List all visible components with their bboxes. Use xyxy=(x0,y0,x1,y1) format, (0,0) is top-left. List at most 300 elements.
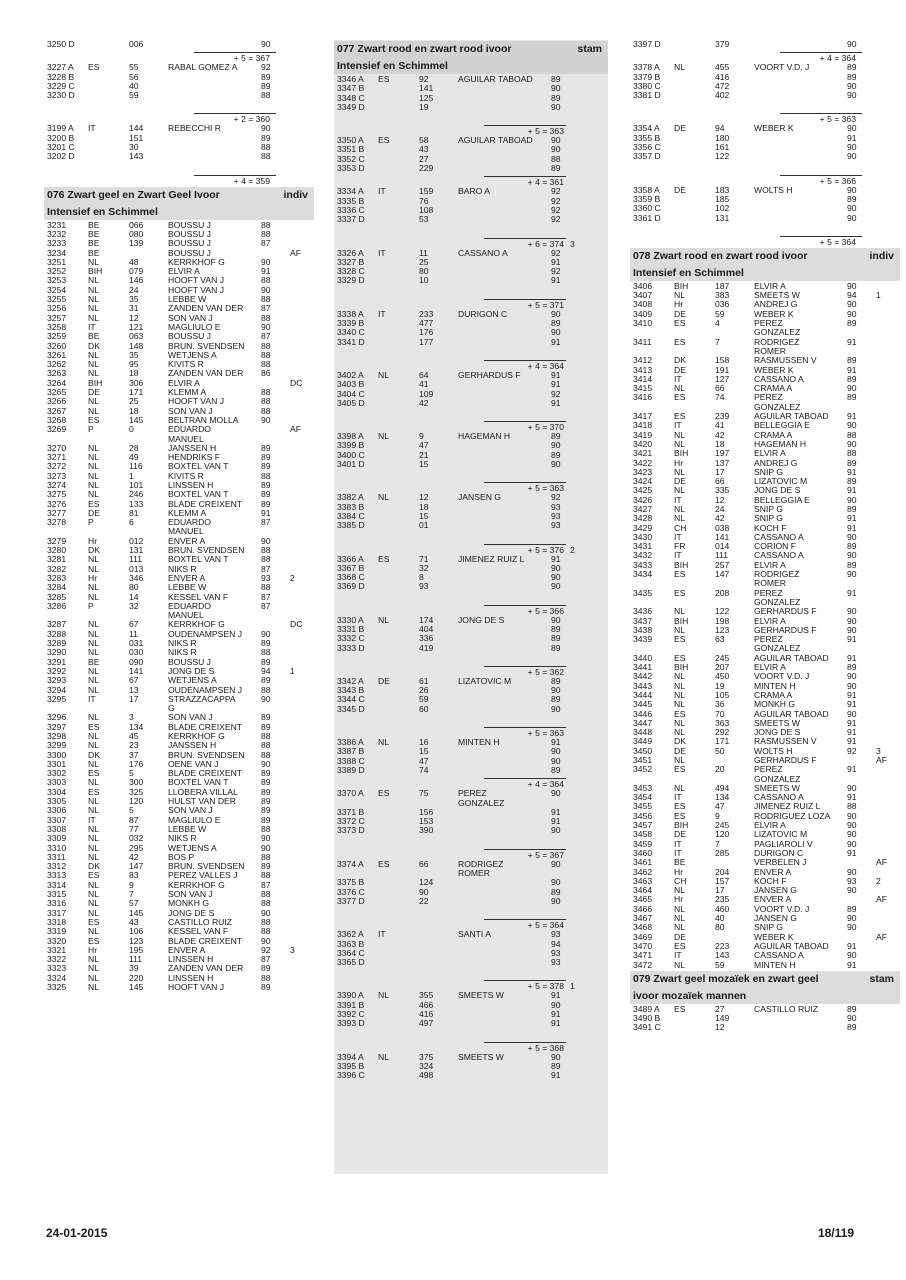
ring-number: 12 xyxy=(129,312,139,323)
country: ES xyxy=(88,768,100,779)
table-row xyxy=(334,1001,608,1010)
breeder-name: RODRIGEZ xyxy=(754,569,800,580)
country: NL xyxy=(674,429,685,440)
breeder-name: RODRIGUEZ LOZA xyxy=(754,810,831,821)
ring-number: 32 xyxy=(419,562,429,573)
class-title: 079 Zwart geel mozaïek en zwart geel xyxy=(633,972,819,985)
breeder-name: KERRKHOF G xyxy=(168,879,225,890)
score: 89 xyxy=(261,721,271,732)
breeder-name: PEREZ xyxy=(754,587,783,598)
country: NL xyxy=(88,619,99,630)
ring-number: 038 xyxy=(715,522,730,533)
table-row xyxy=(44,134,314,143)
ring-number: 379 xyxy=(715,40,730,49)
entry-id: 3334 A xyxy=(337,186,364,197)
breeder-name: CASTILLO RUIZ xyxy=(168,916,232,927)
ring-number: 134 xyxy=(129,721,144,732)
country: ES xyxy=(378,788,390,799)
country: NL xyxy=(674,466,685,477)
score: 91 xyxy=(847,736,857,747)
score: 88 xyxy=(261,916,271,927)
country: ES xyxy=(378,553,390,564)
note: 3 xyxy=(290,944,295,955)
breeder-name: WEBER K xyxy=(754,931,794,942)
ring-number: 31 xyxy=(129,303,139,314)
score: 90 xyxy=(847,615,857,626)
ring-number: 133 xyxy=(129,498,144,509)
breeder-name: VOORT V.D. J xyxy=(754,903,810,914)
ring-number: 64 xyxy=(419,369,429,380)
score: 88 xyxy=(261,312,271,323)
breeder-name: BOUSSU J xyxy=(168,238,211,249)
breeder-name: SMEETS W xyxy=(458,990,504,1001)
table-row xyxy=(334,267,608,276)
ring-number: 013 xyxy=(129,563,144,574)
country: NL xyxy=(674,959,685,970)
table-row xyxy=(630,63,900,72)
entry-id: 3275 xyxy=(47,489,67,500)
score: 88 xyxy=(261,889,271,900)
ring-number: 111 xyxy=(129,954,143,965)
ring-number: 40 xyxy=(129,80,139,91)
entry-id: 3250 D xyxy=(47,40,75,49)
group-total xyxy=(334,479,608,493)
score: 90 xyxy=(261,833,271,844)
country: BIH xyxy=(674,280,689,291)
score: 90 xyxy=(847,671,857,682)
breeder-name: JANSSEN H xyxy=(168,442,217,453)
score: 91 xyxy=(261,266,271,277)
class-header xyxy=(334,41,608,58)
entry-id: 3490 B xyxy=(633,1013,661,1024)
breeder-name: KERRKHOF G xyxy=(168,731,225,741)
breeder-name: AGUILAR TABOAD xyxy=(458,74,533,84)
breeder-name: MANUEL xyxy=(168,526,204,537)
entry-id: 3469 xyxy=(633,931,653,942)
ring-number: 157 xyxy=(715,875,730,886)
score: 90 xyxy=(261,256,271,267)
score: 90 xyxy=(261,628,271,639)
score: 90 xyxy=(261,758,271,769)
ring-number: 5 xyxy=(129,768,134,779)
breeder-name: BOUSSU J xyxy=(168,219,211,230)
ring-number: 145 xyxy=(129,414,144,425)
ring-number: 59 xyxy=(715,308,725,319)
entry-id: 3278 xyxy=(47,517,67,528)
entry-id: 3458 xyxy=(633,829,653,840)
breeder-name: PEREZ xyxy=(754,392,783,403)
ring-number: 59 xyxy=(419,694,429,705)
score: 90 xyxy=(551,440,561,451)
country: IT xyxy=(88,321,96,332)
note: 2 xyxy=(290,572,295,583)
score: 93 xyxy=(551,501,561,512)
country: ES xyxy=(674,392,686,403)
country: NL xyxy=(88,312,99,323)
table-row xyxy=(334,390,608,399)
country: NL xyxy=(378,431,389,442)
entry-id: 3378 A xyxy=(633,62,660,73)
entry-id: 3298 xyxy=(47,731,67,741)
breeder-name: BLADE CREIXENT xyxy=(168,935,243,946)
breeder-name: SON VAN J xyxy=(168,405,213,416)
score: 88 xyxy=(847,801,857,812)
score: 89 xyxy=(847,559,857,570)
entry-id: 3430 xyxy=(633,531,653,542)
country: ES xyxy=(674,569,686,580)
ring-number: 58 xyxy=(419,135,429,146)
breeder-name: ZANDEN VAN DER xyxy=(168,963,244,974)
country: DE xyxy=(674,745,686,756)
ring-number: 11 xyxy=(129,628,138,639)
score: 93 xyxy=(551,957,561,968)
breeder-name: GONZALEZ xyxy=(754,596,801,607)
table-row xyxy=(334,460,608,469)
breeder-name: GONZALEZ xyxy=(754,643,801,654)
entry-id: 3300 xyxy=(47,749,67,760)
entry-id: 3444 xyxy=(633,689,653,700)
table-row xyxy=(630,143,900,152)
total-score: + 5 = 363 xyxy=(527,126,564,137)
country: IT xyxy=(674,847,682,858)
score: 87 xyxy=(261,303,271,314)
entry-id: 3283 xyxy=(47,572,67,583)
score: 90 xyxy=(847,606,857,617)
score: 92 xyxy=(551,266,561,277)
total-rank: 2 xyxy=(570,544,575,555)
score: 87 xyxy=(261,331,271,342)
ring-number: 26 xyxy=(419,685,429,696)
ring-number: 120 xyxy=(715,829,730,840)
score: 90 xyxy=(847,624,857,635)
entry-id: 3230 D xyxy=(47,90,75,101)
class-subheader xyxy=(630,988,900,1004)
breeder-name: EDUARDO xyxy=(168,517,211,528)
entry-id: 3425 xyxy=(633,485,653,496)
entry-id: 3385 D xyxy=(337,520,365,531)
score: 92 xyxy=(261,62,271,73)
entry-id: 3350 A xyxy=(337,135,364,146)
country: NL xyxy=(674,624,685,635)
entry-id: 3414 xyxy=(633,373,653,384)
country: NL xyxy=(88,758,99,769)
ring-number: 146 xyxy=(129,275,144,286)
score: 88 xyxy=(261,275,271,286)
group-total xyxy=(334,1039,608,1053)
country: ES xyxy=(674,336,686,347)
score: 88 xyxy=(261,470,271,481)
ring-number: 66 xyxy=(419,858,429,869)
table-row xyxy=(334,686,608,695)
ring-number: 176 xyxy=(419,327,434,338)
ring-number: 55 xyxy=(129,62,139,73)
breeder-name: HOOFT VAN J xyxy=(168,275,225,286)
breeder-name: CASSANO A xyxy=(754,792,804,803)
entry-id: 3229 C xyxy=(47,80,75,91)
breeder-name: ZANDEN VAN DER xyxy=(168,303,244,314)
breeder-name: PAGLIAROLI V xyxy=(754,838,813,849)
entry-id: 3437 xyxy=(633,615,653,626)
breeder-name: KIVITS R xyxy=(168,359,204,370)
ring-number: 18 xyxy=(129,405,139,416)
spacer xyxy=(334,347,608,357)
entry-id: 3438 xyxy=(633,624,653,635)
ring-number: 147 xyxy=(715,569,730,580)
ring-number: 15 xyxy=(419,459,429,470)
group-total xyxy=(334,235,608,249)
breeder-name: NIKS R xyxy=(168,563,197,574)
score: 91 xyxy=(551,553,561,564)
ring-number: 93 xyxy=(419,581,429,592)
ring-number: 27 xyxy=(419,153,429,164)
country: DE xyxy=(674,829,686,840)
country: NL xyxy=(88,479,99,490)
score: 88 xyxy=(261,926,271,937)
breeder-name: JONG DE S xyxy=(754,727,801,738)
breeder-name: BRUN. SVENDSEN xyxy=(168,861,245,872)
ring-number: 74 xyxy=(715,392,725,403)
table-row xyxy=(334,197,608,206)
ring-number: 80 xyxy=(129,582,139,593)
spacer xyxy=(630,100,900,110)
breeder-name: KOCH F xyxy=(754,522,787,533)
total-score: + 5 = 376 xyxy=(527,544,564,555)
breeder-name: RABAL GOMEZ A xyxy=(168,62,238,73)
score: 90 xyxy=(847,142,857,153)
ring-number: 239 xyxy=(715,411,730,422)
breeder-name: KERRKHOF G xyxy=(168,619,225,630)
score: 91 xyxy=(847,485,857,496)
ring-number: 292 xyxy=(715,727,730,738)
country: BIH xyxy=(674,820,689,831)
country: ES xyxy=(674,411,686,422)
breeder-name: ELVIR A xyxy=(754,559,786,570)
score: 90 xyxy=(551,1051,561,1062)
ring-number: 27 xyxy=(715,1003,725,1014)
entry-id: 3228 B xyxy=(47,71,75,82)
ring-number: 151 xyxy=(129,132,144,143)
table-row xyxy=(630,82,900,91)
entry-id: 3284 xyxy=(47,582,67,593)
breeder-name: CRAMA A xyxy=(754,429,793,440)
ring-number: 7 xyxy=(715,336,720,347)
breeder-name: ENVER A xyxy=(754,866,792,877)
country: NL xyxy=(88,675,99,686)
score: 90 xyxy=(551,572,561,583)
score: 89 xyxy=(261,963,271,974)
entry-id: 3464 xyxy=(633,885,653,896)
country: NL xyxy=(88,554,99,565)
country: BE xyxy=(88,238,100,249)
entry-id: 3401 D xyxy=(337,459,365,470)
ring-number: 156 xyxy=(419,806,434,817)
entry-id: 3450 xyxy=(633,745,653,756)
score: 90 xyxy=(261,842,271,853)
score: 90 xyxy=(847,420,857,431)
table-row xyxy=(44,40,314,49)
entry-id: 3356 C xyxy=(633,142,661,153)
ring-number: 125 xyxy=(419,92,434,103)
group-total xyxy=(334,357,608,371)
entry-id: 3410 xyxy=(633,318,653,329)
table-row xyxy=(334,644,608,653)
ring-number: 77 xyxy=(129,823,139,834)
ring-number: 131 xyxy=(715,212,730,223)
total-score: + 5 = 368 xyxy=(527,1042,564,1053)
table-row xyxy=(630,134,900,143)
score: 90 xyxy=(551,755,561,766)
breeder-name: BOUSSU J xyxy=(168,331,211,342)
table-row xyxy=(334,206,608,215)
score: 91 xyxy=(847,717,857,728)
entry-id: 3471 xyxy=(633,950,653,961)
entry-id: 3381 D xyxy=(633,90,661,101)
entry-id: 3232 xyxy=(47,228,67,239)
breeder-name: KOCH F xyxy=(754,875,787,886)
score: 90 xyxy=(847,680,857,691)
breeder-name: KLEMM A xyxy=(168,387,207,398)
breeder-name: BOUSSU J xyxy=(168,228,211,239)
ring-number: 466 xyxy=(419,999,434,1010)
ring-number: 161 xyxy=(715,142,730,153)
ring-number: 45 xyxy=(129,731,139,741)
score: 91 xyxy=(847,132,857,143)
entry-id: 3436 xyxy=(633,606,653,617)
country: DE xyxy=(88,507,100,518)
score: 89 xyxy=(847,503,857,514)
entry-id: 3256 xyxy=(47,303,67,314)
ring-number: 14 xyxy=(129,591,139,602)
breeder-name: REBECCHI R xyxy=(168,123,222,134)
country: Hr xyxy=(674,866,684,877)
table-row xyxy=(334,399,608,408)
score: 89 xyxy=(551,92,561,103)
spacer xyxy=(334,225,608,235)
entry-id: 3431 xyxy=(633,541,653,552)
total-score: + 5 = 363 xyxy=(527,728,564,739)
entry-id: 3261 xyxy=(47,349,67,360)
entry-id: 3453 xyxy=(633,782,653,793)
entry-id: 3382 A xyxy=(337,492,364,503)
entry-id: 3312 xyxy=(47,861,67,872)
country: NL xyxy=(88,665,99,676)
note: AF xyxy=(876,755,887,765)
entry-id: 3415 xyxy=(633,383,653,394)
score: 89 xyxy=(847,1022,857,1033)
entry-id: 3468 xyxy=(633,922,653,933)
breeder-name: BARO A xyxy=(458,186,490,197)
score: 88 xyxy=(261,151,271,162)
score: 90 xyxy=(847,438,857,449)
score: 91 xyxy=(551,816,561,827)
ring-number: 036 xyxy=(715,299,730,310)
score: 89 xyxy=(261,479,271,490)
score: 91 xyxy=(551,990,561,1001)
class-title: 077 Zwart rood en zwart rood ivoor xyxy=(337,43,512,55)
score: 91 xyxy=(551,1070,561,1081)
country: DK xyxy=(88,749,100,760)
country: NL xyxy=(88,647,99,658)
score: 89 xyxy=(551,642,561,653)
entry-id: 3449 xyxy=(633,736,653,747)
score: 89 xyxy=(261,777,271,788)
ring-number: 063 xyxy=(129,331,144,342)
country: ES xyxy=(674,587,686,598)
breeder-name: MAGLIULO E xyxy=(168,814,221,825)
entry-id: 3280 xyxy=(47,545,67,556)
breeder-name: GONZALEZ xyxy=(754,401,801,412)
score: 89 xyxy=(551,431,561,442)
breeder-name: ELVIR A xyxy=(754,662,786,673)
country: NL xyxy=(674,503,685,514)
score: 91 xyxy=(847,652,857,663)
entry-id: 3281 xyxy=(47,554,67,565)
ring-number: 139 xyxy=(129,238,144,249)
breeder-name: AGUILAR TABOAD xyxy=(754,940,829,951)
ring-number: 124 xyxy=(419,877,434,888)
breeder-name: BRUN. SVENDSEN xyxy=(168,545,245,556)
entry-id: 3491 C xyxy=(633,1022,661,1033)
breeder-name: CASSANO A xyxy=(754,373,804,384)
table-row xyxy=(630,91,900,100)
score: 90 xyxy=(847,123,857,134)
ring-number: 145 xyxy=(129,907,144,918)
table-row xyxy=(334,757,608,766)
country: DK xyxy=(88,861,100,872)
breeder-name: SMEETS W xyxy=(754,782,800,793)
ring-number: 185 xyxy=(715,193,730,204)
score: 91 xyxy=(847,847,857,858)
country: NL xyxy=(674,606,685,617)
table-row xyxy=(630,73,900,82)
ring-number: 390 xyxy=(419,825,434,836)
ring-number: 145 xyxy=(129,982,144,993)
breeder-name: SNIP G xyxy=(754,466,783,477)
column-middle xyxy=(334,40,608,1174)
ring-number: 6 xyxy=(129,517,134,528)
entry-id: 3260 xyxy=(47,340,67,351)
score: 88 xyxy=(261,219,271,230)
table-row xyxy=(334,155,608,164)
ring-number: 198 xyxy=(715,615,730,626)
breeder-name: JONG DE S xyxy=(458,614,505,625)
ring-number: 01 xyxy=(419,520,429,531)
table-row xyxy=(334,991,608,1000)
country: NL xyxy=(88,833,99,844)
score: 88 xyxy=(261,294,271,305)
score: 90 xyxy=(847,922,857,933)
entry-id: 3466 xyxy=(633,903,653,914)
entry-id: 3348 C xyxy=(337,92,365,103)
group-total xyxy=(334,846,608,860)
group-total xyxy=(334,296,608,310)
ring-number: 16 xyxy=(419,737,429,748)
country: IT xyxy=(378,308,386,319)
entry-id: 3262 xyxy=(47,359,67,370)
breeder-name: ANDREJ G xyxy=(754,457,798,468)
ring-number: 17 xyxy=(715,466,725,477)
entry-id: 3259 xyxy=(47,331,67,342)
country: P xyxy=(88,424,94,435)
breeder-name: HAGEMAN H xyxy=(458,431,511,442)
table-row xyxy=(334,145,608,154)
score: 90 xyxy=(847,80,857,91)
ring-number: 18 xyxy=(715,438,725,449)
entry-id: 3344 C xyxy=(337,694,365,705)
ring-number: 90 xyxy=(419,886,429,897)
score: 90 xyxy=(847,40,857,49)
breeder-name: JONG DE S xyxy=(168,907,215,918)
